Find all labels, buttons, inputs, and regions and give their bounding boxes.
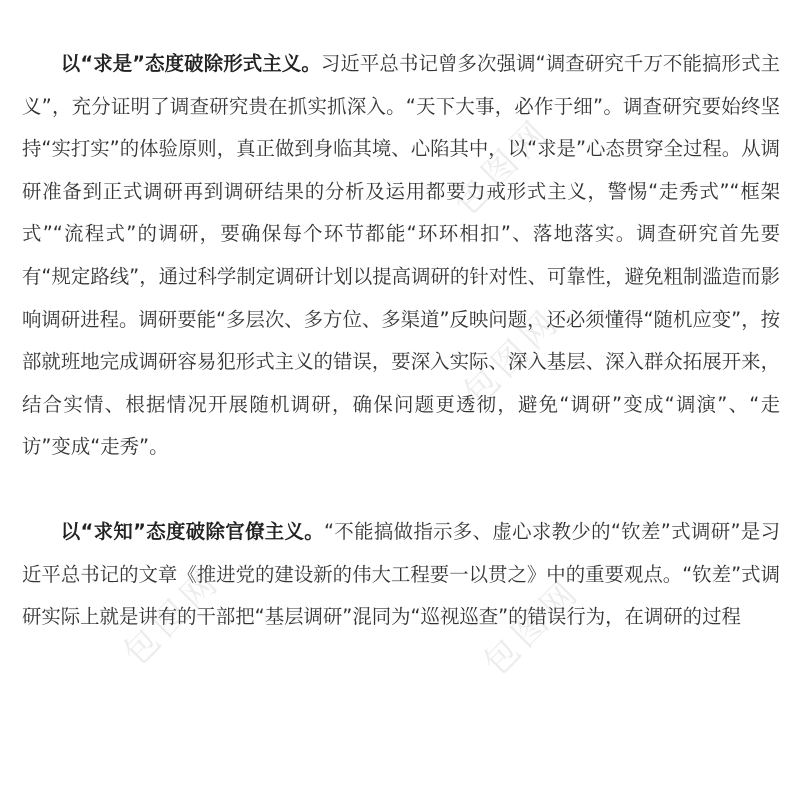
watermark-text: 包图网 bbox=[115, 560, 230, 674]
article-body bbox=[22, 43, 780, 639]
paragraph-text: “不能搞做指示多、虚心求教少的“钦差”式调研”是习近平总书记的文章《推进党的建设新的伟大工程要一以贯之》中的重要观点。“钦差”式调研实际上就是讲有的干部把“基层调研”混同为“巡视巡查”的错误行为，在调研的过程 bbox=[22, 519, 780, 629]
paragraph-lead: 以“求知”态度破除官僚主义。 bbox=[60, 519, 324, 543]
watermark-text: 包图网 bbox=[475, 570, 590, 684]
watermark-text: 包图网 bbox=[445, 110, 560, 224]
paragraph-lead: 以“求是”态度破除形式主义。 bbox=[60, 52, 321, 75]
paragraph-text: 习近平总书记曾多次强调“调查研究千万不能搞形式主义”，充分证明了调查研究贵在抓实抓深入。“天下大事，必作于细”。调查研究要始终坚持“实打实”的体验原则，真正做到身临其境、心陷其中，以“求是”心态贯穿全过程。从调研准备到正式调研再到调研结果的分析及运用都要力戒形式主义，警惕“走秀式”“框架式”“流程式”的调研，要确保每个环节都能“环环相扣”、落地落实。调查研究首先要有“规定路线”，通过科学制定调研计划以提高调研的针对性、可靠性，避免粗制滥造而影响调研进程。调研要能“多层次、多方位、多渠道”反映问题，还必须懂得“随机应变”，按部就班地完成调研容易犯形式主义的错误，要深入实际、深入基层、深入群众拓展开来，结合实情、根据情况开展随机调研，确保问题更透彻，避免“调研”变成“调演”、“走访”变成“走秀”。 bbox=[22, 52, 780, 459]
paragraph-formalism bbox=[22, 43, 780, 469]
paragraph-bureaucratism bbox=[22, 511, 780, 639]
watermark-text: 包图网 bbox=[455, 300, 570, 414]
